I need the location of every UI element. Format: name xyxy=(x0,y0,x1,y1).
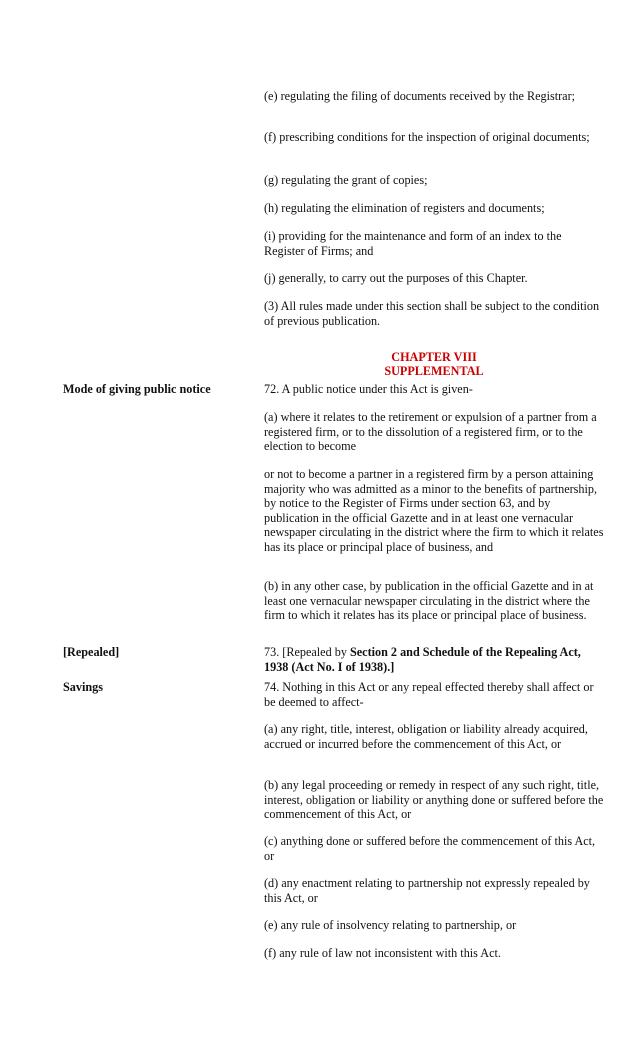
rule-clause-e: (e) regulating the filing of documents received by the Registrar; xyxy=(264,89,576,103)
rule-clause-g: (g) regulating the grant of copies; xyxy=(264,173,428,187)
marginal-note-section-73: [Repealed] xyxy=(63,645,120,659)
chapter-title: SUPPLEMENTAL xyxy=(384,364,484,378)
section-74-clause-e: (e) any rule of insolvency relating to partnership, or xyxy=(264,918,517,932)
section-74-clause-d: (d) any enactment relating to partnership not expressly repealed by this Act, or xyxy=(264,876,590,905)
section-74-clause-a: (a) any right, title, interest, obligation or liability already acquired, accrued or incurred before the commencement of this Act, or xyxy=(264,722,588,751)
rule-clause-f: (f) prescribing conditions for the inspection of original documents; xyxy=(264,130,590,144)
marginal-note-section-72: Mode of giving public notice xyxy=(63,382,211,396)
chapter-number: CHAPTER VIII xyxy=(391,350,477,364)
section-72-clause-b: (b) in any other case, by publication in the official Gazette and in at least one vernacular newspaper circulating in the district where the firm to which it relates has its place or principal place of business. xyxy=(264,579,594,623)
section-74-intro: 74. Nothing in this Act or any repeal effected thereby shall affect or be deemed to affect- xyxy=(264,680,594,709)
rule-clause-j: (j) generally, to carry out the purposes of this Chapter. xyxy=(264,271,528,285)
section-72-clause-a-continued: or not to become a partner in a registered firm by a person attaining majority who was admitted as a minor to the benefits of partnership, by notice to the Register of Firms under section 63, and by publication in the official Gazette and in at least one vernacular newspaper circulating in the district where the firm to which it relates has its place or principal place of business, and xyxy=(264,467,604,554)
rule-clause-i: (i) providing for the maintenance and form of an index to the Register of Firms; and xyxy=(264,229,562,258)
section-72-intro: 72. A public notice under this Act is given- xyxy=(264,382,473,396)
section-74-clause-f: (f) any rule of law not inconsistent with this Act. xyxy=(264,946,501,960)
section-73-text-prefix: 73. [Repealed by xyxy=(264,645,350,659)
section-72-clause-a: (a) where it relates to the retirement or expulsion of a partner from a registered firm, or to the dissolution of a registered firm, or to the election to become xyxy=(264,410,597,454)
section-74-clause-c: (c) anything done or suffered before the commencement of this Act, or xyxy=(264,834,596,863)
rule-clause-h: (h) regulating the elimination of registers and documents; xyxy=(264,201,545,215)
rule-subsection-3: (3) All rules made under this section shall be subject to the condition of previous publication. xyxy=(264,299,600,328)
marginal-note-section-74: Savings xyxy=(63,680,103,694)
section-74-clause-b: (b) any legal proceeding or remedy in respect of any such right, title, interest, obligation or liability or anything done or suffered before the commencement of this Act, or xyxy=(264,778,604,822)
section-73-text xyxy=(264,645,604,674)
section-73-repealing-act: Section 2 and Schedule of the Repealing Act, 1938 (Act No. I of 1938).] xyxy=(264,645,581,674)
